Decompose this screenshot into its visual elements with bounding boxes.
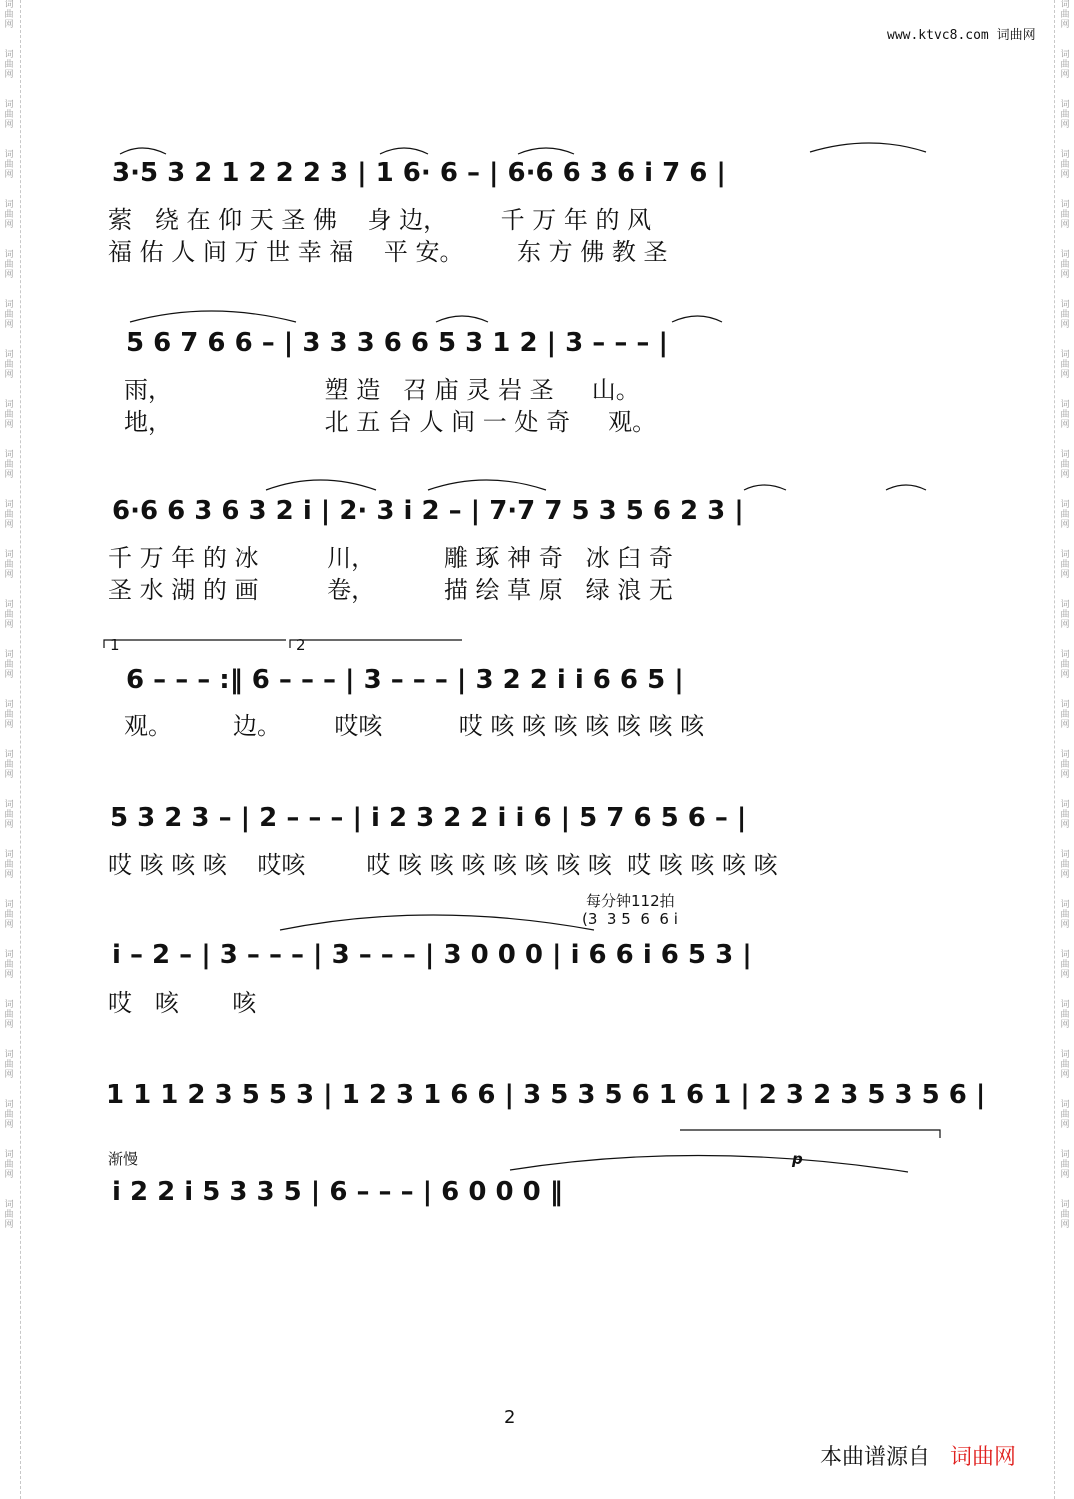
system-2-notes: 5 6 7 6 6 – | 3 3 3 6 6 5 3 1 2 | 3 – – – | bbox=[126, 328, 668, 358]
site-url: www.ktvc8.com 词曲网 bbox=[887, 28, 1036, 43]
system-2-lyrics-verse-1: 雨， 塑 造 召 庙 灵 岩 圣 山。 bbox=[124, 376, 640, 404]
right-margin-watermark: 词 曲 网 词 曲 网 词 曲 网 词 曲 网 词 曲 网 词 曲 网 词 曲 网 词 曲 网 词 曲 网 词 曲 网 词 曲 网 词 曲 网 词 曲 网 词 曲 网 词 曲 网 词 曲 网 词 曲 网 词 曲 网 词 曲 网 词 曲 网 词 曲 网 词 曲 网 词 曲 网 词 曲 网 词 曲 网 bbox=[1060, 0, 1070, 1230]
cue-notes: (3 3 5 6 6 i bbox=[582, 910, 678, 928]
volta-1: 1 bbox=[110, 636, 120, 654]
left-margin-watermark: 词 曲 网 词 曲 网 词 曲 网 词 曲 网 词 曲 网 词 曲 网 词 曲 网 词 曲 网 词 曲 网 词 曲 网 词 曲 网 词 曲 网 词 曲 网 词 曲 网 词 曲 网 词 曲 网 词 曲 网 词 曲 网 词 曲 网 词 曲 网 词 曲 网 词 曲 网 词 曲 网 词 曲 网 词 曲 网 bbox=[4, 0, 14, 1230]
system-4-lyrics: 观。 边。 哎咳 哎 咳 咳 咳 咳 咳 咳 咳 bbox=[124, 712, 705, 740]
system-4-notes: 6 – – – :‖ 6 – – – | 3 – – – | 3 2 2 i i 6 6 5 | bbox=[126, 665, 684, 695]
system-1-notes: 3·5 3 2 1 2 2 2 3 | 1 6· 6 – | 6·6 6 3 6 i 7 6 | bbox=[112, 158, 726, 188]
system-1-lyrics-verse-2: 福 佑 人 间 万 世 幸 福 平 安。 东 方 佛 教 圣 bbox=[108, 238, 668, 266]
system-6-lyrics: 哎 咳 咳 bbox=[108, 989, 257, 1017]
source-footer bbox=[820, 1440, 1016, 1471]
dynamic-marking: p bbox=[792, 1150, 803, 1168]
system-3-lyrics-verse-1: 千 万 年 的 冰 川， 雕 琢 神 奇 冰 臼 奇 bbox=[108, 544, 673, 572]
system-6-notes: i – 2 – | 3 – – – | 3 – – – | 3 0 0 0 | i 6 6 i 6 5 3 | bbox=[112, 940, 752, 970]
system-2-lyrics-verse-2: 地， 北 五 台 人 间 一 处 奇 观。 bbox=[124, 408, 657, 436]
system-1-lyrics-verse-1: 萦 绕 在 仰 天 圣 佛 身 边， 千 万 年 的 风 bbox=[108, 206, 652, 234]
volta-2: 2 bbox=[296, 636, 306, 654]
source-brand: 词曲网 bbox=[950, 1445, 1017, 1470]
system-5-lyrics: 哎 咳 咳 咳 哎咳 哎 咳 咳 咳 咳 咳 咳 咳 哎 咳 咳 咳 咳 bbox=[108, 851, 778, 879]
system-5-notes: 5 3 2 3 – | 2 – – – | i 2 3 2 2 i i 6 | 5 7 6 5 6 – | bbox=[110, 803, 747, 833]
system-8-notes: i 2 2 i 5 3 3 5 | 6 – – – | 6 0 0 0 ‖ bbox=[112, 1177, 563, 1207]
rit-marking: 渐慢 bbox=[108, 1150, 139, 1168]
source-label: 本曲谱源自 bbox=[820, 1445, 931, 1470]
page-number: 2 bbox=[504, 1407, 516, 1428]
system-7-notes: 1 1 1 2 3 5 5 3 | 1 2 3 1 6 6 | 3 5 3 5 6 1 6 1 | 2 3 2 3 5 3 5 6 | bbox=[106, 1080, 986, 1110]
tempo-marking: 每分钟112拍 bbox=[586, 892, 675, 910]
system-3-lyrics-verse-2: 圣 水 湖 的 画 卷， 描 绘 草 原 绿 浪 无 bbox=[108, 576, 673, 604]
system-3-notes: 6·6 6 3 6 3 2 i | 2· 3 i 2 – | 7·7 7 5 3 5 6 2 3 | bbox=[112, 496, 744, 526]
